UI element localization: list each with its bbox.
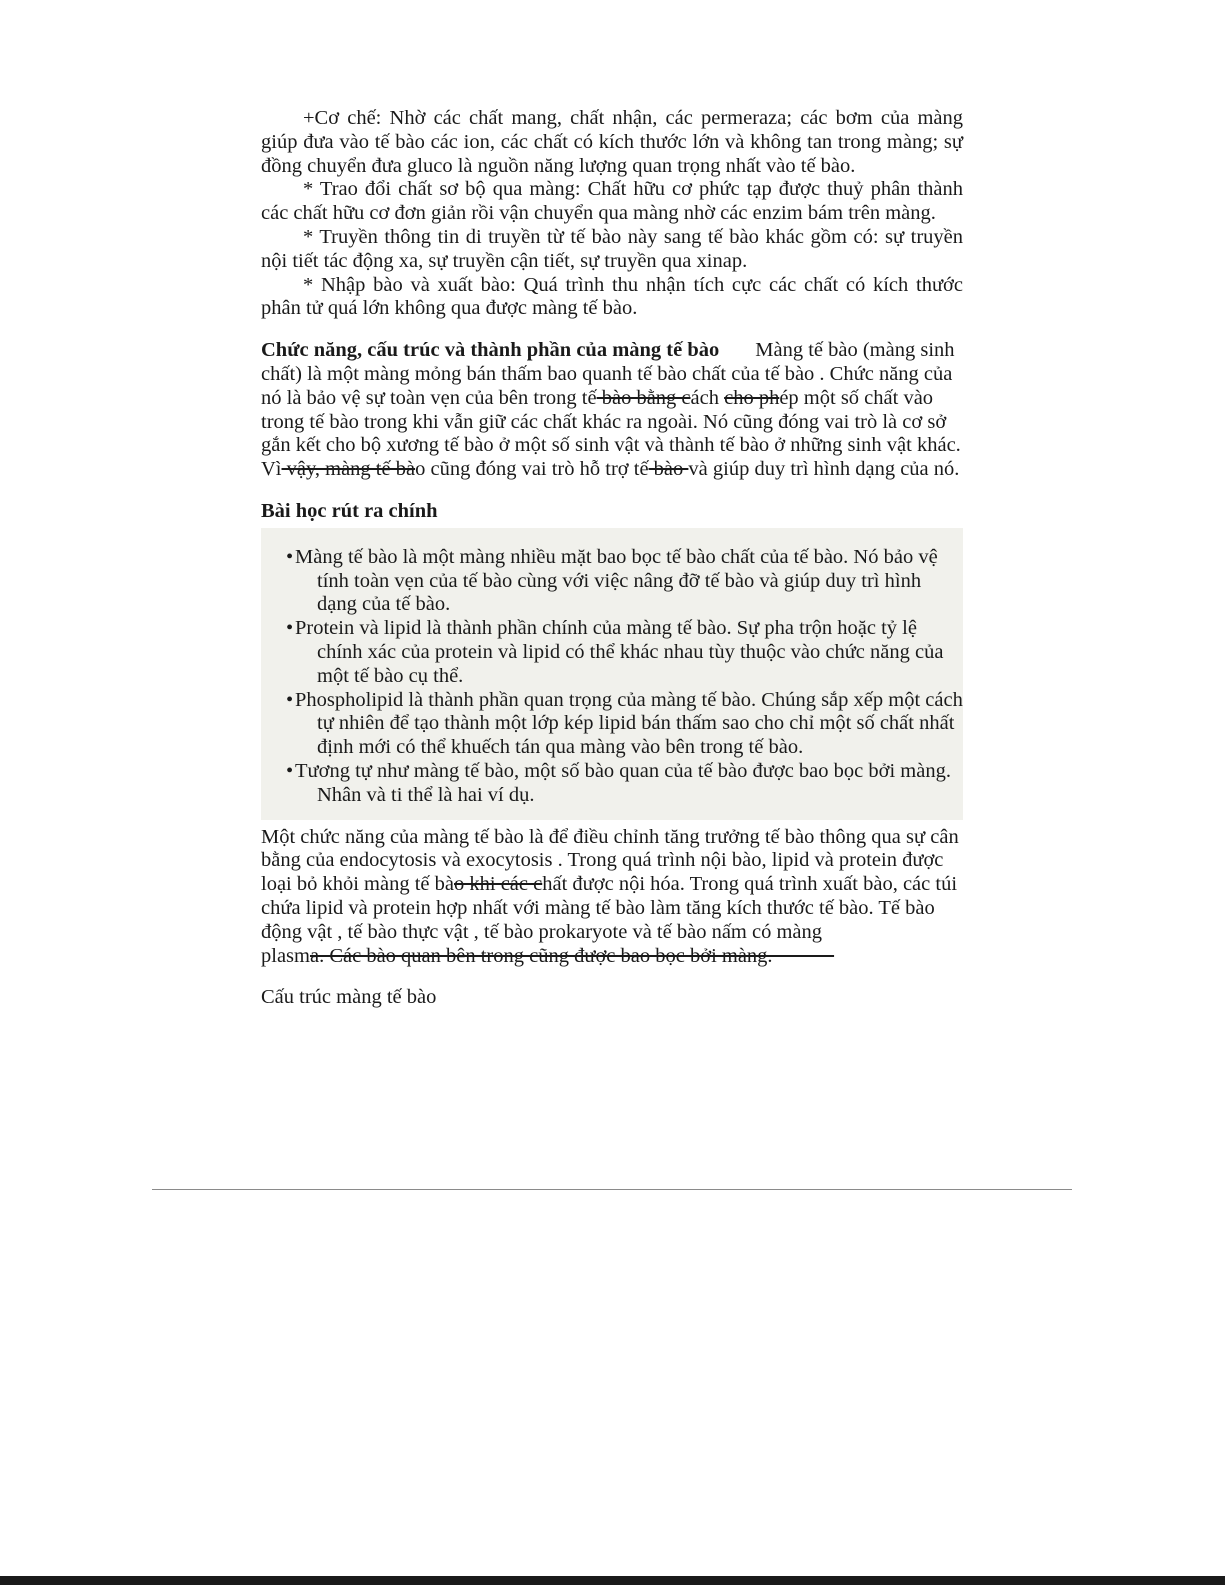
bullet-icon: • (286, 617, 294, 640)
bullet-icon: • (286, 545, 294, 568)
regulation-struck-1: o khi các c (454, 873, 543, 896)
function-struck-2: cho ph (724, 386, 780, 409)
lessons-box (261, 528, 963, 820)
regulation-struck-2: a. Các bào quan bên trong cũng được bao bọc bởi màng. (309, 944, 835, 967)
bullet-icon: • (286, 759, 294, 782)
function-struck-1: bào bằng c (596, 386, 691, 409)
function-text-5: và giúp duy trì hình dạng của nó. (688, 458, 960, 481)
regulation-text-1: Một chức năng của màng tế bào là để điều chỉnh tăng trưởng tế bào thông qua sự cân bằng của endocytosis và exocytosis . Trong quá trình nội bào, lipid và protein được loại bỏ khỏi màng tế bà (261, 825, 959, 896)
signal-paragraph: * Truyền thông tin di truyền từ tế bào này sang tế bào khác gồm có: sự truyền nội tiết tác động xa, sự truyền cận tiết, sự truyền qua xinap. (261, 225, 963, 272)
function-struck-3: vậy, màng tế bà (281, 458, 416, 481)
lesson-text: Tương tự như màng tế bào, một số bào quan của tế bào được bao bọc bởi màng. Nhân và ti thể là hai ví dụ. (295, 759, 951, 806)
lessons-title: Bài học rút ra chính (261, 499, 438, 522)
lessons-list (261, 546, 963, 808)
bottom-bar (0, 1576, 1225, 1585)
endocytosis-paragraph: * Nhập bào và xuất bào: Quá trình thu nhận tích cực các chất có kích thước phân tử quá lớn không qua được màng tế bào. (261, 273, 963, 320)
list-item (286, 688, 963, 760)
lesson-text: Protein và lipid là thành phần chính của màng tế bào. Sự pha trộn hoặc tỷ lệ chính xác của protein và lipid có thể khác nhau tùy thuộc vào chức năng của một tế bào cụ thể. (295, 617, 944, 687)
function-heading: Chức năng, cấu trúc và thành phần của màng tế bào (261, 339, 720, 362)
lesson-text: Phospholipid là thành phần quan trọng của màng tế bào. Chúng sắp xếp một cách tự nhiên để tạo thành một lớp kép lipid bán thấm sao cho chỉ một số chất nhất định mới có thể khuếch tán qua màng vào bên trong tế bào. (295, 688, 963, 759)
function-text-1: Màng tế bào (màng sinh chất) là một màng mỏng bán thấm bao quanh tế bào chất của tế bào . Chức năng của nó là bảo vệ sự toàn vẹn của bên trong tế (261, 339, 955, 409)
page-divider (152, 1189, 1072, 1190)
mechanism-paragraph: +Cơ chế: Nhờ các chất mang, chất nhận, các permeraza; các bơm của màng giúp đưa vào tế bào các ion, các chất có kích thước lớn và không tan trong màng; sự đồng chuyển đưa gluco là nguồn năng lượng quan trọng nhất vào tế bào. (261, 107, 963, 177)
structure-title: Cấu trúc màng tế bào (261, 986, 437, 1009)
function-struck-4: bào (648, 458, 689, 481)
function-paragraph (261, 339, 963, 482)
metabolism-paragraph: * Trao đổi chất sơ bộ qua màng: Chất hữu cơ phức tạp được thuỷ phân thành các chất hữu cơ đơn giản rồi vận chuyển qua màng nhờ các enzim bám trên màng. (261, 178, 963, 225)
bullet-icon: • (286, 688, 294, 711)
function-text-4: o cũng đóng vai trò hỗ trợ tế (415, 458, 649, 481)
function-text-2: ách (690, 386, 725, 409)
function-text-3: ép một số chất vào trong tế bào trong khi vẫn giữ các chất khác ra ngoài. Nó cũng đóng vai trò là cơ sở gắn kết cho bộ xương tế bào ở một số sinh vật và thành tế bào ở những sinh vật khác. Vì (261, 386, 961, 481)
lesson-text: Màng tế bào là một màng nhiều mặt bao bọc tế bào chất của tế bào. Nó bảo vệ tính toàn vẹn của tế bào cùng với việc nâng đỡ tế bào và giúp duy trì hình dạng của tế bào. (295, 545, 938, 616)
document-content (261, 107, 963, 1010)
list-item (286, 617, 963, 688)
regulation-paragraph (261, 826, 963, 969)
regulation-text-2: hất được nội hóa. Trong quá trình xuất bào, các túi chứa lipid và protein hợp nhất với màng tế bào làm tăng kích thước tế bào. Tế bào động vật , tế bào thực vật , tế bào prokaryote và tế bào nấm có màng plasm (261, 873, 958, 967)
list-item (286, 545, 963, 617)
list-item (286, 759, 963, 808)
